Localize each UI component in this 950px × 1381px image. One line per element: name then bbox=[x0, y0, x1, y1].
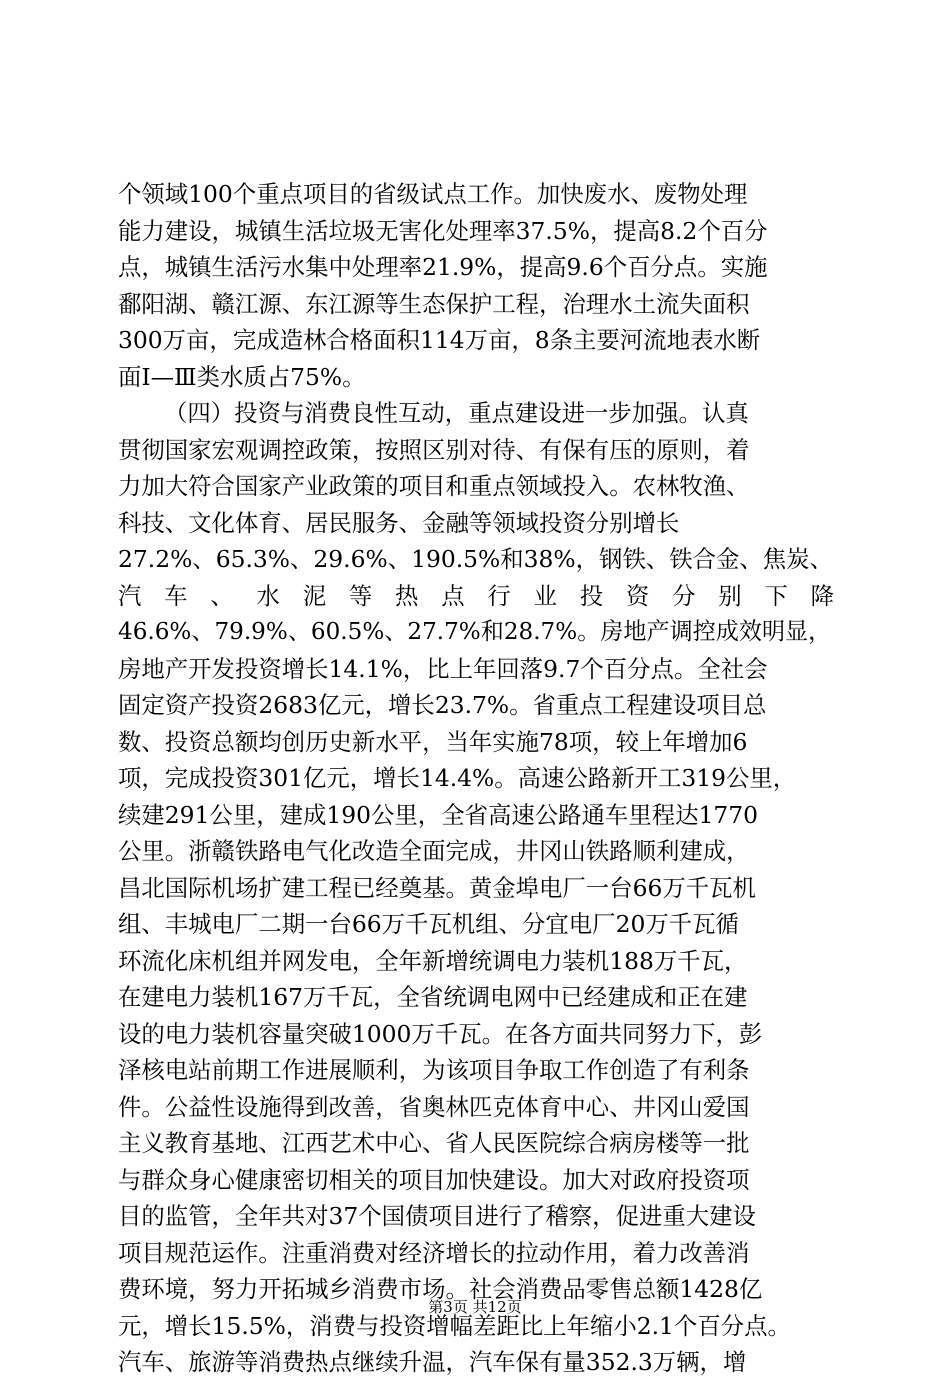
text-line: 鄱阳湖、赣江源、东江源等生态保护工程，治理水土流失面积 bbox=[118, 289, 750, 318]
text-line: 数、投资总额均创历史新水平，当年实施78项，较上年增加6 bbox=[118, 727, 748, 756]
text-line: 房地产开发投资增长14.1%，比上年回落9.7个百分点。全社会 bbox=[118, 654, 768, 683]
text-line: 费环境，努力开拓城乡消费市场。社会消费品零售总额1428亿 bbox=[118, 1275, 763, 1303]
text-line: 环流化床机组并网发电，全年新增统调电力装机188万千瓦， bbox=[118, 946, 748, 975]
text-line: 固定资产投资2683亿元，增长23.7%。省重点工程建设项目总 bbox=[118, 691, 767, 719]
text-line: 科技、文化体育、居民服务、金融等领域投资分别增长 bbox=[118, 508, 680, 537]
text-line: 设的电力装机容量突破1000万千瓦。在各方面共同努力下，彭 bbox=[118, 1019, 763, 1048]
text-line: 昌北国际机场扩建工程已经奠基。黄金埠电厂一台66万千瓦机 bbox=[118, 873, 756, 902]
body-text bbox=[118, 176, 834, 1381]
section-heading-line: （四）投资与消费良性互动，重点建设进一步加强。认真 bbox=[164, 399, 749, 427]
text-line: 个领域100个重点项目的省级试点工作。加快废水、废物处理 bbox=[118, 180, 748, 208]
text-line: 46.6%、79.9%、60.5%、27.7%和28.7%。房地产调控成效明显， bbox=[118, 619, 832, 645]
text-line: 主义教育基地、江西艺术中心、省人民医院综合病房楼等一批 bbox=[118, 1129, 750, 1157]
text-line: 汽 车 、 水 泥 等 热 点 行 业 投 资 分 别 下 降 bbox=[118, 581, 834, 610]
text-line: 力加大符合国家产业政策的项目和重点领域投入。农林牧渔、 bbox=[118, 472, 750, 500]
text-line: 与群众身心健康密切相关的项目加快建设。加大对政府投资项 bbox=[118, 1165, 750, 1194]
text-line: 元，增长15.5%，消费与投资增幅差距比上年缩小2.1个百分点。 bbox=[118, 1311, 791, 1340]
text-line: 300万亩，完成造林合格面积114万亩，8条主要河流地表水断 bbox=[118, 326, 761, 354]
text-line: 件。公益性设施得到改善，省奥林匹克体育中心、井冈山爱国 bbox=[118, 1092, 750, 1121]
text-line: 泽核电站前期工作进展顺利，为该项目争取工作创造了有利条 bbox=[118, 1056, 750, 1084]
text-line: 项目规范运作。注重消费对经济增长的拉动作用，着力改善消 bbox=[118, 1238, 750, 1267]
text-line: 贯彻国家宏观调控政策，按照区别对待、有保有压的原则，着 bbox=[118, 435, 750, 464]
text-line: 面Ⅰ—Ⅲ类水质占75%。 bbox=[118, 362, 366, 391]
text-line: 点，城镇生活污水集中处理率21.9%，提高9.6个百分点。实施 bbox=[118, 253, 768, 281]
text-line: 项，完成投资301亿元，增长14.4%。高速公路新开工319公里， bbox=[118, 764, 797, 792]
text-line: 目的监管，全年共对37个国债项目进行了稽察，促进重大建设 bbox=[118, 1202, 756, 1230]
text-line: 公里。浙赣铁路电气化改造全面完成，井冈山铁路顺利建成， bbox=[118, 837, 750, 865]
text-line: 在建电力装机167万千瓦，全省统调电网中已经建成和正在建 bbox=[118, 983, 748, 1011]
text-line: 能力建设，城镇生活垃圾无害化处理率37.5%，提高8.2个百分 bbox=[118, 216, 768, 245]
text-line: 续建291公里，建成190公里，全省高速公路通车里程达1770 bbox=[118, 800, 759, 829]
text-line: 27.2%、65.3%、29.6%、190.5%和38%，钢铁、铁合金、焦炭、 bbox=[118, 545, 833, 573]
text-line: 组、丰城电厂二期一台66万千瓦机组、分宜电厂20万千瓦循 bbox=[118, 910, 739, 938]
page-number-footer: 第3页 共12页 bbox=[428, 1298, 522, 1316]
text-line: 汽车、旅游等消费热点继续升温，汽车保有量352.3万辆，增 bbox=[118, 1348, 747, 1376]
